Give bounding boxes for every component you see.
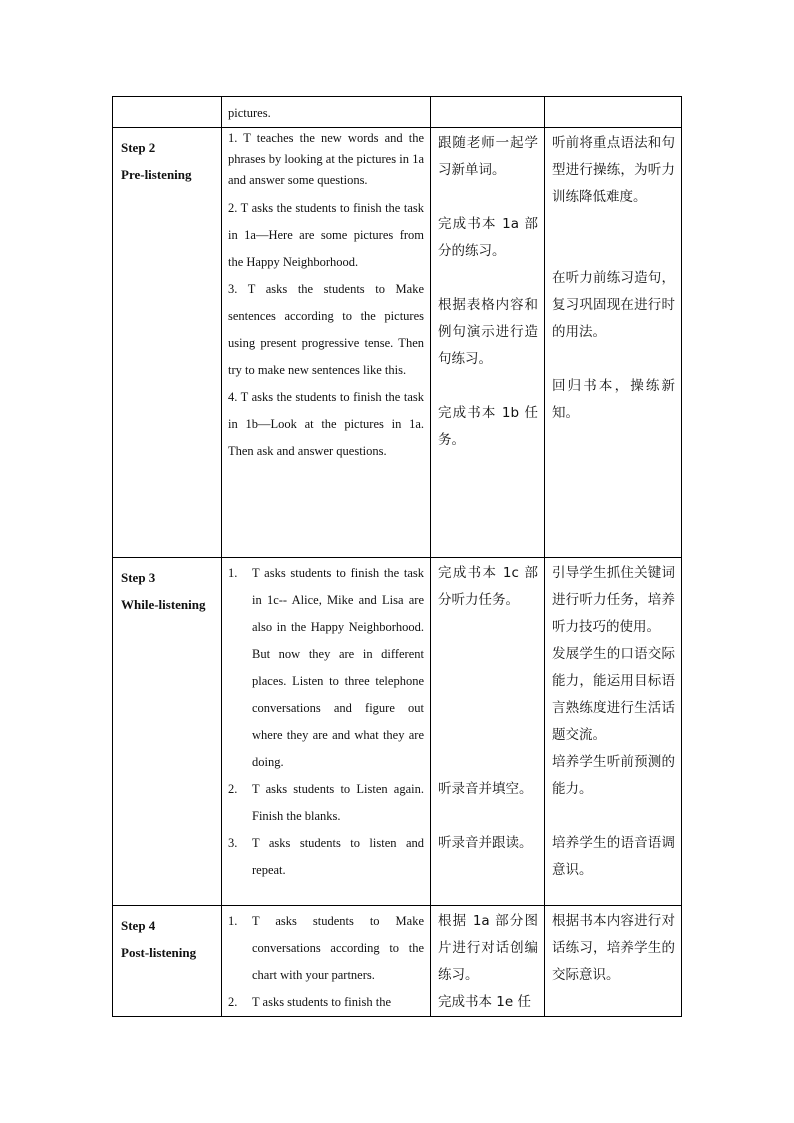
teacher-activity-cell bbox=[222, 128, 431, 558]
student-item: 根据 1a 部分图片进行对话创编练习。 bbox=[438, 913, 538, 983]
activity-item: 2. T asks the students to finish the task in 1a—Here are some pictures from the Happy Neighborhood. bbox=[228, 201, 424, 269]
step-phase: Pre-listening bbox=[121, 167, 192, 182]
item-text: T asks students to finish the bbox=[252, 995, 392, 1009]
teacher-activity-cell bbox=[222, 97, 431, 128]
item-text: T asks students to Listen again. Finish the blanks. bbox=[252, 782, 424, 823]
student-item: 完成书本 1a 部分的练习。 bbox=[438, 216, 538, 259]
purpose-cell bbox=[545, 558, 682, 906]
student-activity-cell bbox=[431, 97, 545, 128]
item-text: T asks students to Make conversations according to the chart with your partners. bbox=[252, 914, 424, 982]
activity-item: 1. T teaches the new words and the phrases by looking at the pictures in 1a and answer some questions. bbox=[228, 131, 424, 187]
lesson-plan-table bbox=[112, 96, 682, 1017]
step-cell bbox=[113, 128, 222, 558]
student-item: 完成书本 1c 部分听力任务。 bbox=[438, 565, 538, 608]
student-activity-cell bbox=[431, 128, 545, 558]
student-item: 完成书本 1b 任务。 bbox=[438, 405, 538, 448]
activity-item bbox=[228, 560, 424, 776]
item-number: 3. bbox=[228, 836, 238, 850]
activity-item bbox=[228, 908, 424, 989]
item-number: 2. bbox=[228, 782, 238, 796]
activity-item: 3. T asks the students to Make sentences according to the pictures using present progressive tense. Then try to make new sentences like this. bbox=[228, 282, 424, 377]
table-row bbox=[113, 558, 682, 906]
table-row bbox=[113, 906, 682, 1017]
activity-item bbox=[228, 776, 424, 830]
activity-item bbox=[228, 989, 424, 1016]
table-row bbox=[113, 97, 682, 128]
purpose-item: 在听力前练习造句，复习巩固现在进行时的用法。 bbox=[552, 270, 675, 340]
teacher-activity-cell bbox=[222, 558, 431, 906]
activity-text: pictures. bbox=[228, 106, 271, 120]
student-item: 听录音并填空。 bbox=[438, 781, 533, 797]
purpose-item: 培养学生听前预测的能力。 bbox=[552, 754, 675, 797]
step-cell bbox=[113, 906, 222, 1017]
item-number: 2. bbox=[228, 995, 238, 1009]
item-number: 1. bbox=[228, 914, 238, 928]
step-cell bbox=[113, 558, 222, 906]
step-phase: Post-listening bbox=[121, 945, 197, 960]
purpose-cell bbox=[545, 97, 682, 128]
item-text: T asks students to finish the task in 1c-- Alice, Mike and Lisa are also in the Happy Neighborhood. But now they are in different places. Listen to three telephone conversations and figure out where they are and what they are doing. bbox=[252, 566, 424, 769]
teacher-activity-cell bbox=[222, 906, 431, 1017]
purpose-cell bbox=[545, 128, 682, 558]
item-text: T asks students to listen and repeat. bbox=[252, 836, 424, 877]
student-item: 听录音并跟读。 bbox=[438, 835, 533, 851]
step-number: Step 2 bbox=[121, 140, 156, 155]
step-phase: While-listening bbox=[121, 597, 206, 612]
activity-item bbox=[228, 830, 424, 884]
purpose-item: 发展学生的口语交际能力，能运用目标语言熟练度进行生活话题交流。 bbox=[552, 646, 675, 743]
purpose-item: 回归书本，操练新知。 bbox=[552, 378, 675, 421]
student-item: 完成书本 1e 任 bbox=[438, 994, 531, 1010]
purpose-item: 培养学生的语音语调意识。 bbox=[552, 835, 675, 878]
activity-item: 4. T asks the students to finish the task in 1b—Look at the pictures in 1a. Then ask and answer questions. bbox=[228, 390, 424, 458]
purpose-item: 听前将重点语法和句型进行操练，为听力训练降低难度。 bbox=[552, 135, 675, 205]
table-row bbox=[113, 128, 682, 558]
student-activity-cell bbox=[431, 558, 545, 906]
step-cell bbox=[113, 97, 222, 128]
student-activity-cell bbox=[431, 906, 545, 1017]
item-number: 1. bbox=[228, 566, 238, 580]
step-number: Step 4 bbox=[121, 918, 156, 933]
step-number: Step 3 bbox=[121, 570, 156, 585]
student-item: 根据表格内容和例句演示进行造句练习。 bbox=[438, 297, 538, 367]
purpose-item: 引导学生抓住关键词进行听力任务，培养听力技巧的使用。 bbox=[552, 565, 675, 635]
purpose-item: 根据书本内容进行对话练习，培养学生的交际意识。 bbox=[552, 913, 675, 983]
student-item: 跟随老师一起学习新单词。 bbox=[438, 135, 538, 178]
purpose-cell bbox=[545, 906, 682, 1017]
